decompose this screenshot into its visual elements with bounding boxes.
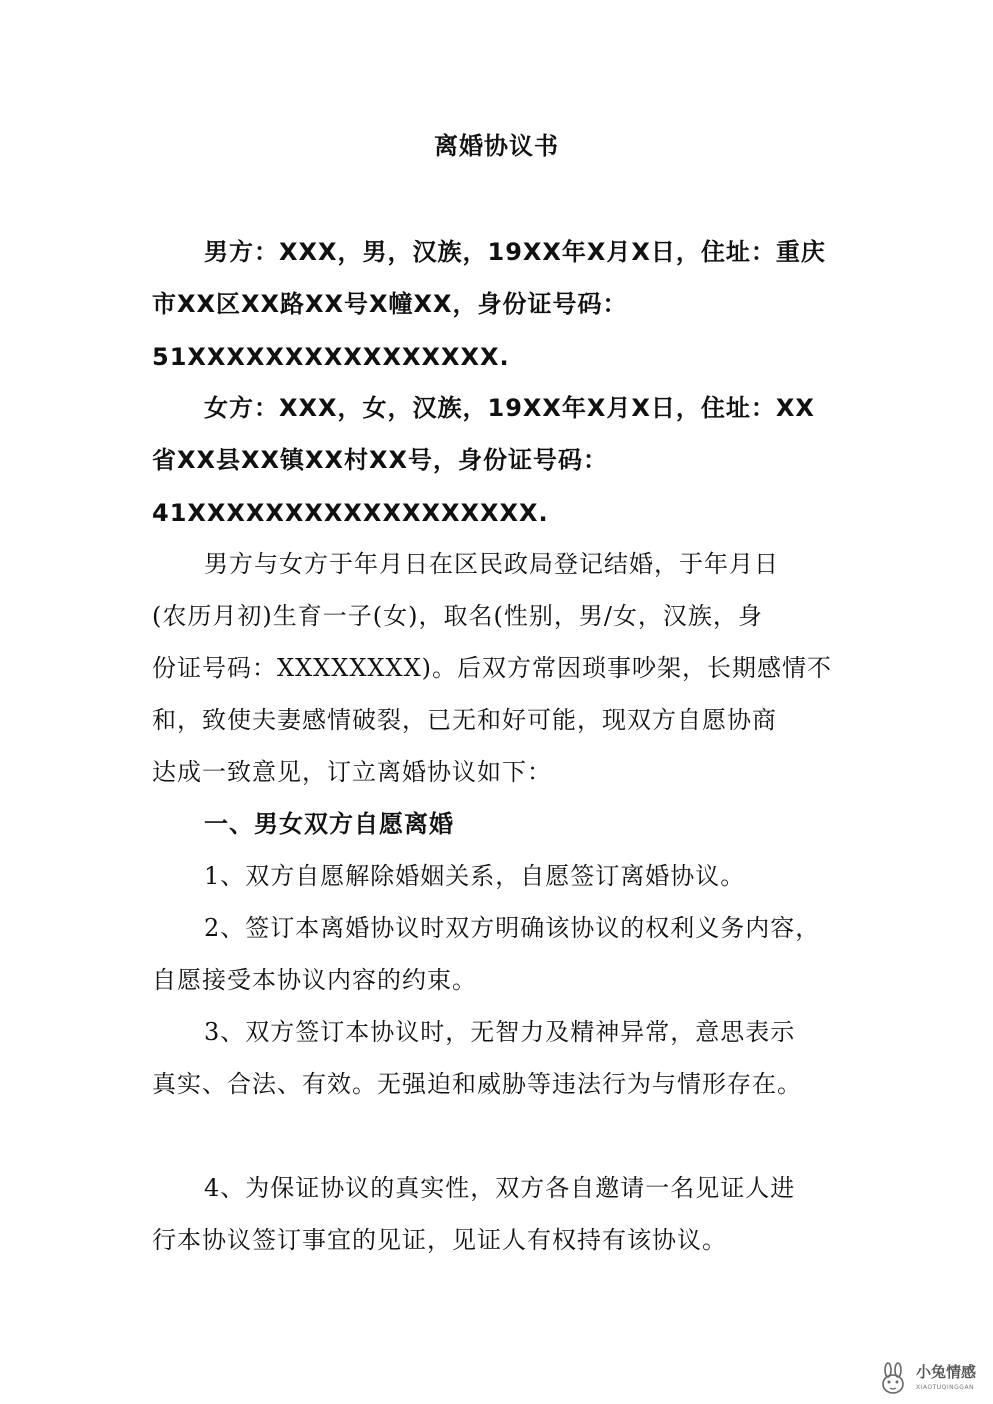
intro-line: (农历月初)生育一子(女)，取名(性别，男/女，汉族，身 bbox=[152, 602, 763, 630]
male-party-line-3: 51XXXXXXXXXXXXXXXX. bbox=[152, 343, 510, 371]
male-party-line-1: 男方：XXX，男，汉族，19XX年X月X日，住址：重庆 bbox=[204, 238, 826, 266]
clause-3-line: 真实、合法、有效。无强迫和威胁等违法行为与情形存在。 bbox=[152, 1070, 802, 1098]
clause-4-line: 行本协议签订事宜的见证，见证人有权持有该协议。 bbox=[152, 1226, 727, 1254]
watermark bbox=[876, 1360, 988, 1400]
clause-4-line: 4、为保证协议的真实性，双方各自邀请一名见证人进 bbox=[204, 1174, 796, 1202]
intro-line: 男方与女方于年月日在区民政局登记结婚，于年月日 bbox=[204, 550, 779, 578]
clause-3-line: 3、双方签订本协议时，无智力及精神异常，意思表示 bbox=[204, 1018, 796, 1046]
document-title: 离婚协议书 bbox=[434, 132, 559, 160]
watermark-subtitle: XIAOTUQINGGAN bbox=[916, 1384, 975, 1391]
rabbit-logo-icon bbox=[876, 1362, 912, 1398]
intro-line: 达成一致意见，订立离婚协议如下： bbox=[152, 758, 552, 786]
intro-line: 和，致使夫妻感情破裂，已无和好可能，现双方自愿协商 bbox=[152, 706, 777, 734]
section-heading: 一、男女双方自愿离婚 bbox=[204, 810, 454, 838]
male-party-line-2: 市XX区XX路XX号X幢XX，身份证号码： bbox=[152, 290, 628, 318]
watermark-brand: 小兔情感 bbox=[916, 1363, 977, 1381]
clause-2-line: 2、签订本离婚协议时双方明确该协议的权利义务内容， bbox=[204, 914, 821, 942]
female-party-line-2: 省XX县XX镇XX村XX号，身份证号码： bbox=[152, 446, 609, 474]
intro-line: 份证号码：XXXXXXXX)。后双方常因琐事吵架，长期感情不 bbox=[152, 654, 833, 682]
female-party-line-1: 女方：XXX，女，汉族，19XX年X月X日，住址：XX bbox=[204, 394, 815, 422]
clause-2-line: 自愿接受本协议内容的约束。 bbox=[152, 966, 477, 994]
clause-1: 1、双方自愿解除婚姻关系，自愿签订离婚协议。 bbox=[204, 862, 746, 890]
female-party-line-3: 41XXXXXXXXXXXXXXXXXX. bbox=[152, 499, 549, 527]
